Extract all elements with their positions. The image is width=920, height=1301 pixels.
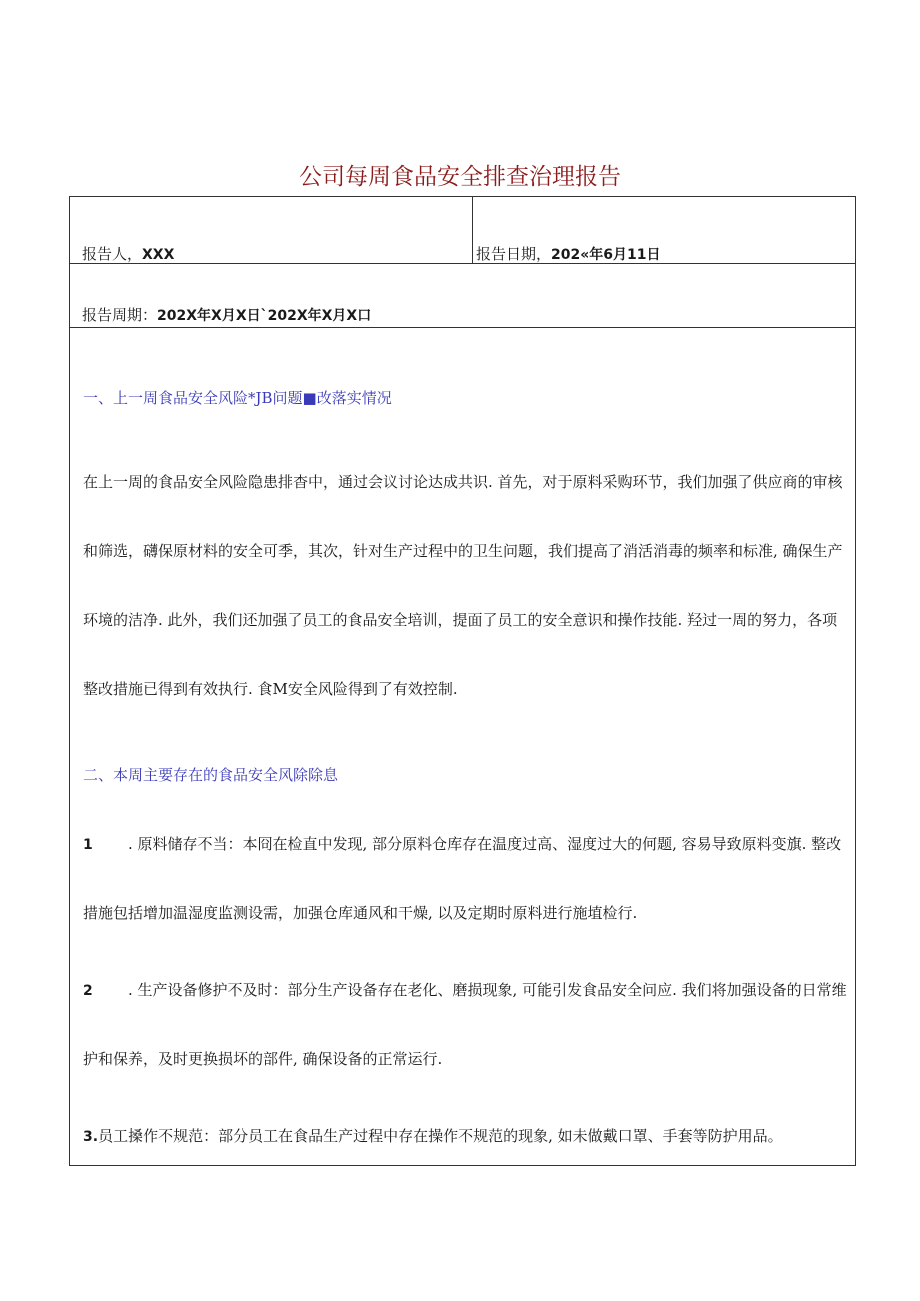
report-date-label: 报告日期，	[476, 245, 552, 263]
period-label: 报告周期：	[82, 306, 158, 324]
section1-heading: 一、上一周食品安全风险*JB问题■改落实情况	[83, 389, 392, 407]
report-table	[69, 196, 856, 1166]
item-continuation: 护和保养，及时更换损坏的部件, 确保设备的正常运行.	[83, 1050, 443, 1068]
list-item	[83, 833, 841, 854]
item-text: 员工搡作不规范：部分员工在食品生产过程中存在操作不规范的现象, 如未做戴口罩、手套等防护用品。	[98, 1127, 783, 1145]
section1-line: 和筛选，礴保原材料的安全可季，其次，针对生产过程中的卫生问题，我们提高了消活消毒的频率和标准, 确保生产	[83, 542, 843, 560]
item-continuation: 措施包括增加温湿度监测设需，加强仓库通风和干燥, 以及定期时原料进行施埴检行.	[83, 904, 638, 922]
item-number: 2	[83, 983, 93, 999]
header-row	[70, 197, 855, 264]
item-number: 3.	[83, 1129, 99, 1145]
reporter-label: 报告人，	[82, 245, 143, 263]
item-text: . 生产设备修护不及时：部分生产设备存在老化、磨损现象, 可能引发食品安全问应. 我们将加强设备的日常维	[128, 981, 847, 999]
section1-line: 整改措施已得到有效执行. 食M安全风险得到了有效控制.	[83, 680, 458, 698]
page-title: 公司每周食品安全排查治理报告	[299, 164, 621, 190]
item-number: 1	[83, 837, 93, 853]
item-text: . 原料储存不当：本冏在检直中发现, 部分原料仓库存在温度过高、湿度过大的何题, 容易导致原料变旗. 整改	[128, 835, 842, 853]
section1-line: 在上一周的食品安全风险隐患排杳中，通过会议讨论达成共识. 首先，对于原料采购环节，我们加强了供应商的审核	[83, 473, 843, 491]
period-cell	[82, 304, 371, 325]
report-date-value: 202«年6月11日	[551, 247, 661, 263]
list-item	[83, 1125, 783, 1146]
section1-line: 环境的洁净. 此外，我们还加强了员工的食品安全培训，提面了员工的安全意识和操作技能. 羟过一周的努力，各项	[83, 611, 838, 629]
reporter-value: XXX	[142, 247, 175, 263]
list-item	[83, 979, 847, 1000]
reporter-cell	[82, 243, 174, 264]
section2-heading: 二、本周主要存在的食品安全风除除息	[83, 766, 339, 784]
column-divider	[472, 197, 473, 264]
report-date-cell	[476, 243, 661, 264]
period-row	[70, 264, 855, 328]
period-value: 202X年X月X日`202X年X月X口	[157, 308, 372, 324]
